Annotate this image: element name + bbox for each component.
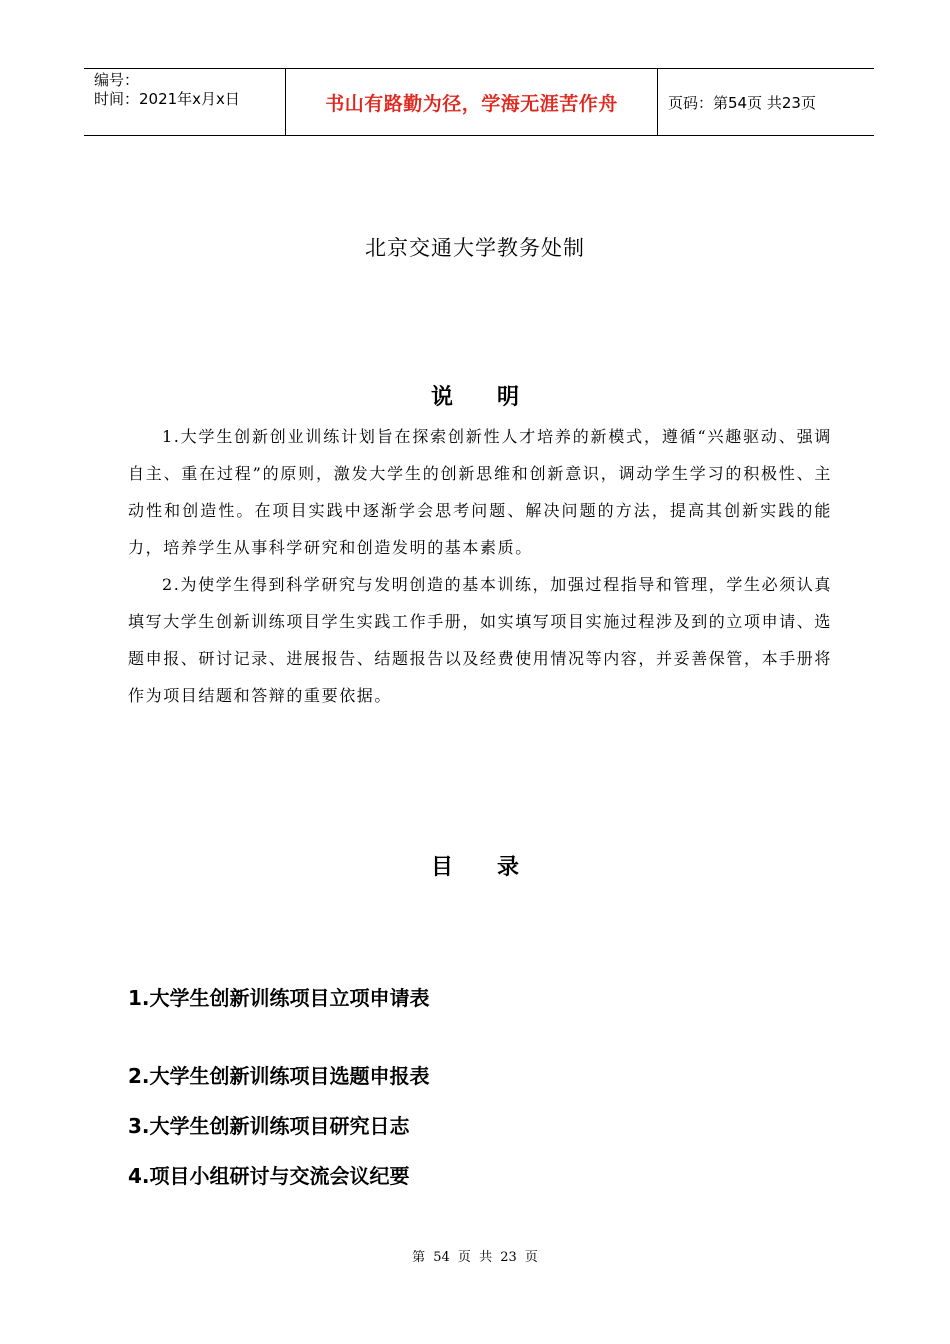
page-footer: 第 54 页 共 23 页	[412, 1250, 538, 1265]
motto-text: 书山有路勤为径，学海无涯苦作舟	[325, 92, 618, 115]
toc-item-3: 3.大学生创新训练项目研究日志	[128, 1114, 410, 1138]
page-info: 页码：第54页 共23页	[668, 93, 816, 112]
header-page-cell	[658, 69, 874, 135]
time-label: 时间：2021年x月x日	[94, 90, 240, 108]
page-header	[84, 68, 874, 136]
explanation-title: 说 明	[430, 385, 519, 410]
toc-item-1: 1.大学生创新训练项目立项申请表	[128, 986, 430, 1010]
explanation-body	[128, 418, 832, 714]
toc-title: 目 录	[430, 855, 519, 880]
organization-title: 北京交通大学教务处制	[365, 236, 585, 260]
header-motto-cell	[286, 69, 658, 135]
header-meta-cell	[84, 69, 286, 135]
toc-item-2: 2.大学生创新训练项目选题申报表	[128, 1064, 430, 1088]
explanation-paragraph-2: 2.为使学生得到科学研究与发明创造的基本训练，加强过程指导和管理，学生必须认真填写大学生创新训练项目学生实践工作手册，如实填写项目实施过程涉及到的立项申请、选题申报、研讨记录、进展报告、结题报告以及经费使用情况等内容，并妥善保管，本手册将作为项目结题和答辩的重要依据。	[128, 575, 833, 705]
explanation-paragraph-1: 1.大学生创新创业训练计划旨在探索创新性人才培养的新模式，遵循“兴趣驱动、强调自主、重在过程”的原则，激发大学生的创新思维和创新意识，调动学生学习的积极性、主动性和创造性。在项目实践中逐渐学会思考问题、解决问题的方法，提高其创新实践的能力，培养学生从事科学研究和创造发明的基本素质。	[128, 427, 832, 557]
toc-item-4: 4.项目小组研讨与交流会议纪要	[128, 1164, 410, 1188]
number-label: 编号：	[94, 71, 140, 89]
